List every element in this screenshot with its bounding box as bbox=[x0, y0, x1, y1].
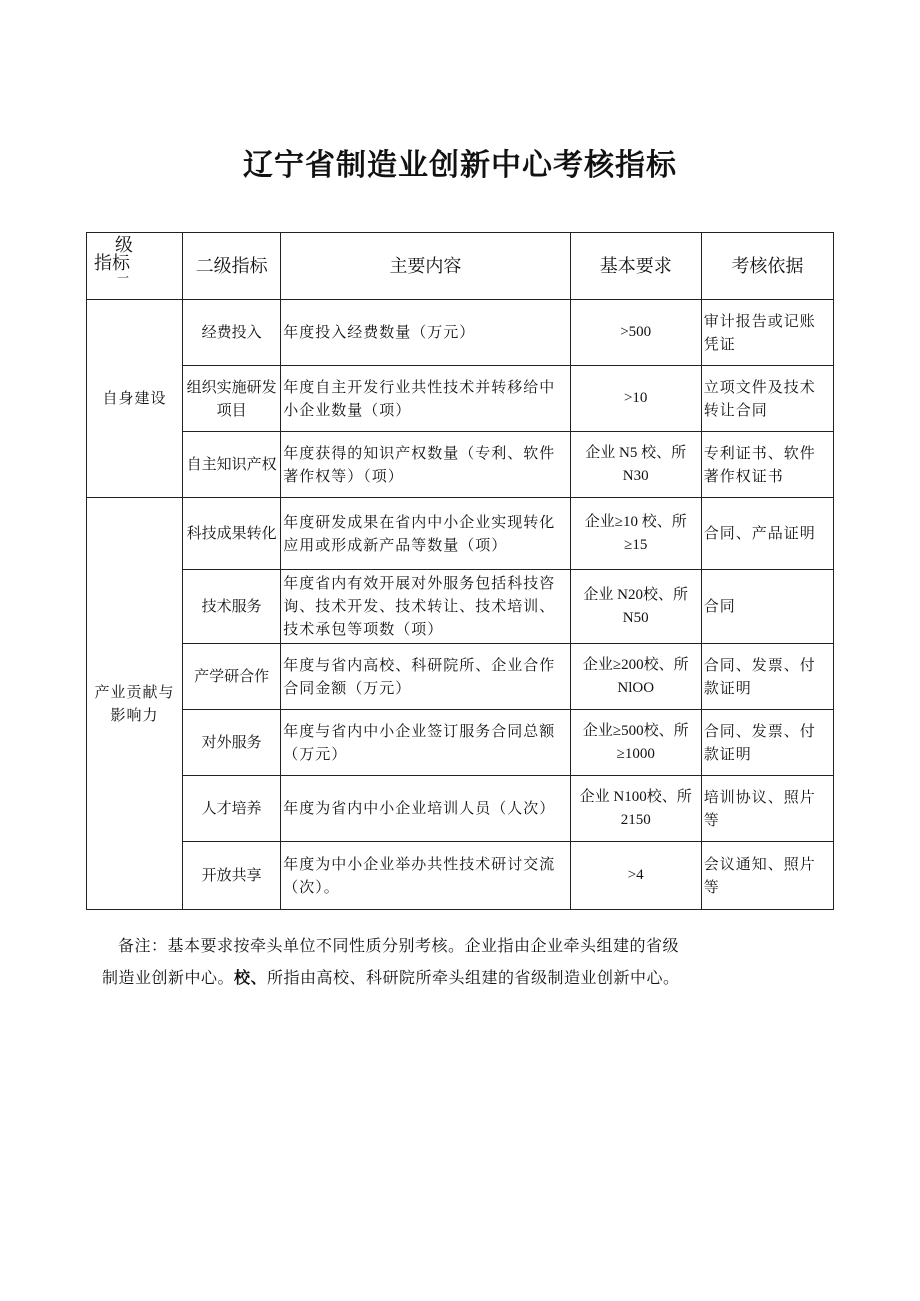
content-cell: 年度为中小企业举办共性技术研讨交流（次）。 bbox=[281, 842, 570, 910]
indicator-cell: 自主知识产权 bbox=[183, 432, 281, 498]
indicator-cell: 产学研合作 bbox=[183, 644, 281, 710]
table-row bbox=[87, 842, 834, 910]
table-row bbox=[87, 570, 834, 644]
table-row bbox=[87, 498, 834, 570]
header-content: 主要内容 bbox=[281, 233, 570, 300]
req-institute-label: 校、所 bbox=[643, 655, 689, 673]
indicator-cell: 技术服务 bbox=[183, 570, 281, 644]
req-institute-label: 校、所 bbox=[641, 512, 687, 530]
content-cell: 年度与省内中小企业签订服务合同总额（万元） bbox=[281, 710, 570, 776]
header-level1-part-a: 级 bbox=[115, 235, 133, 256]
req-institute-label: 校、所 bbox=[643, 585, 689, 603]
req-enterprise-label: 企业 bbox=[584, 512, 615, 530]
req-enterprise-label: 企业 bbox=[582, 721, 613, 739]
req-enterprise-value: N20 bbox=[617, 587, 643, 603]
indicator-table bbox=[86, 232, 834, 910]
req-enterprise-value: N5 bbox=[619, 445, 638, 461]
req-institute-value: ≥1000 bbox=[616, 746, 655, 762]
header-level2: 二级指标 bbox=[183, 233, 281, 300]
req-institute-label: 校、所 bbox=[646, 787, 692, 805]
footnote bbox=[102, 930, 832, 994]
basis-cell: 合同 bbox=[701, 570, 833, 644]
content-cell: 年度获得的知识产权数量（专利、软件著作权等）（项） bbox=[281, 432, 570, 498]
table-row bbox=[87, 644, 834, 710]
header-row bbox=[87, 233, 834, 300]
indicator-cell: 组织实施研发项目 bbox=[183, 366, 281, 432]
header-level1-part-c: 一 bbox=[116, 271, 129, 285]
page-title: 辽宁省制造业创新中心考核指标 bbox=[243, 148, 677, 183]
requirement-cell bbox=[570, 432, 701, 498]
basis-cell: 立项文件及技术转让合同 bbox=[701, 366, 833, 432]
req-institute-value: N50 bbox=[622, 610, 649, 626]
req-enterprise-label: 企业 bbox=[585, 443, 616, 461]
requirement-cell: >10 bbox=[570, 366, 701, 432]
req-enterprise-value: ≥10 bbox=[614, 514, 638, 530]
requirement-cell bbox=[570, 644, 701, 710]
req-enterprise-value: ≥200 bbox=[612, 657, 644, 673]
basis-cell: 审计报告或记账凭证 bbox=[701, 300, 833, 366]
table-row bbox=[87, 710, 834, 776]
content-cell: 年度为省内中小企业培训人员（人次） bbox=[281, 776, 570, 842]
content-cell: 年度研发成果在省内中小企业实现转化应用或形成新产品等数量（项） bbox=[281, 498, 570, 570]
group-name: 产业贡献与影响力 bbox=[87, 498, 183, 910]
basis-cell: 合同、发票、付款证明 bbox=[701, 710, 833, 776]
footnote-line2 bbox=[102, 962, 832, 994]
requirement-cell bbox=[570, 776, 701, 842]
req-institute-value: NlOO bbox=[617, 680, 655, 696]
req-institute-label: 校、所 bbox=[641, 443, 687, 461]
requirement-cell bbox=[570, 710, 701, 776]
indicator-cell: 经费投入 bbox=[183, 300, 281, 366]
requirement-cell: >4 bbox=[570, 842, 701, 910]
req-enterprise-value: N100 bbox=[613, 789, 647, 805]
req-enterprise-label: 企业 bbox=[583, 585, 614, 603]
indicator-cell: 人才培养 bbox=[183, 776, 281, 842]
footnote-line1: 备注：基本要求按牵头单位不同性质分别考核。企业指由企业牵头组建的省级 bbox=[118, 936, 680, 955]
content-cell: 年度投入经费数量（万元） bbox=[281, 300, 570, 366]
header-level1 bbox=[87, 233, 183, 300]
req-institute-value: N30 bbox=[622, 468, 649, 484]
req-enterprise-value: ≥500 bbox=[612, 723, 644, 739]
basis-cell: 专利证书、软件著作权证书 bbox=[701, 432, 833, 498]
indicator-cell: 开放共享 bbox=[183, 842, 281, 910]
requirement-cell bbox=[570, 570, 701, 644]
req-institute-label: 校、所 bbox=[643, 721, 689, 739]
content-cell: 年度自主开发行业共性技术并转移给中小企业数量（项） bbox=[281, 366, 570, 432]
footnote-line2-b: 校、 bbox=[234, 968, 268, 987]
footnote-line2-a: 制造业创新中心。 bbox=[102, 968, 235, 987]
content-cell: 年度省内有效开展对外服务包括科技咨询、技术开发、技术转让、技术培训、技术承包等项数（项） bbox=[281, 570, 570, 644]
req-enterprise-label: 企业 bbox=[582, 655, 613, 673]
basis-cell: 合同、发票、付款证明 bbox=[701, 644, 833, 710]
header-level1-part-b: 指标 bbox=[94, 253, 130, 274]
table-row bbox=[87, 366, 834, 432]
indicator-cell: 科技成果转化 bbox=[183, 498, 281, 570]
basis-cell: 培训协议、照片等 bbox=[701, 776, 833, 842]
content-cell: 年度与省内高校、科研院所、企业合作合同金额（万元） bbox=[281, 644, 570, 710]
requirement-cell bbox=[570, 498, 701, 570]
table-row bbox=[87, 300, 834, 366]
header-basis: 考核依据 bbox=[701, 233, 833, 300]
basis-cell: 合同、产品证明 bbox=[701, 498, 833, 570]
group-name: 自身建设 bbox=[87, 300, 183, 498]
table-row bbox=[87, 776, 834, 842]
req-institute-value: 2150 bbox=[620, 812, 651, 828]
header-requirement: 基本要求 bbox=[570, 233, 701, 300]
req-enterprise-label: 企业 bbox=[579, 787, 610, 805]
requirement-cell: >500 bbox=[570, 300, 701, 366]
indicator-cell: 对外服务 bbox=[183, 710, 281, 776]
basis-cell: 会议通知、照片等 bbox=[701, 842, 833, 910]
table-row bbox=[87, 432, 834, 498]
req-institute-value: ≥15 bbox=[624, 537, 648, 553]
footnote-line2-c: 所指由高校、科研院所牵头组建的省级制造业创新中心。 bbox=[267, 968, 680, 987]
